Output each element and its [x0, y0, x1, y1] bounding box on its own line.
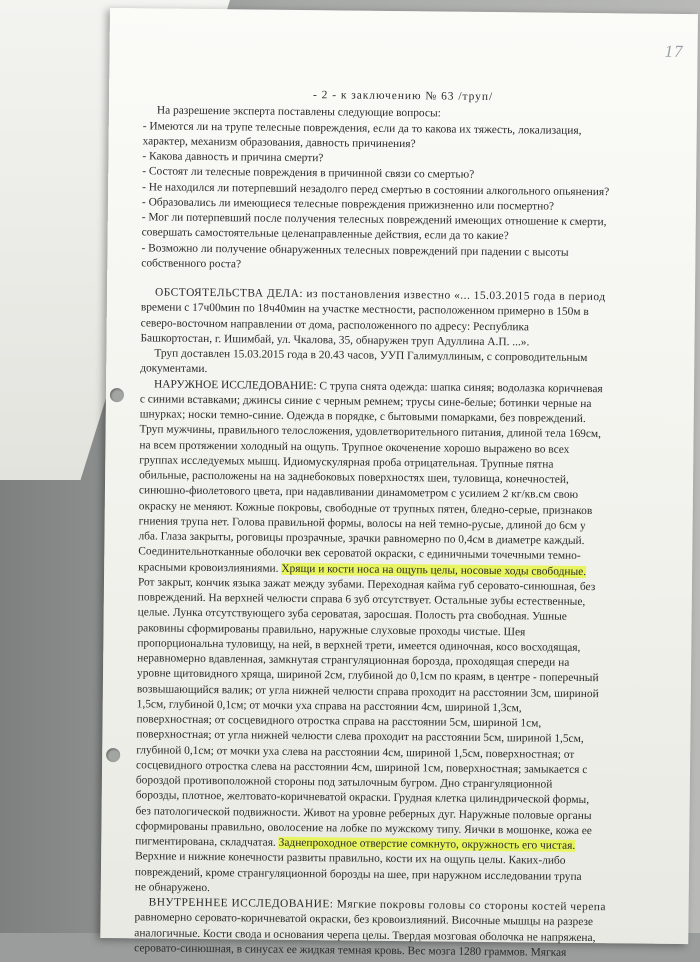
text-line: повреждений, кроме странгуляционной борозды на шее, при наружном исследовании трупа	[134, 865, 582, 883]
text-line: северо-восточном направлении от дома, расположенного по адресу: Республика	[140, 316, 530, 333]
text-line: с синими вставками; джинсы синие с черным ремнем; трусы сине-белые; ботинки черные на	[139, 393, 592, 410]
text-line: раковины сформированы правильно, наружные слуховые проходы чистые. Шея	[137, 621, 526, 638]
text-line: без патологической подвижности. Живот на уровне реберных дуг. Наружные половые органы	[135, 804, 592, 822]
text-line: гниения трупа нет. Голова правильной формы, волосы на ней темно-русые, длиной до 6см у	[138, 515, 586, 532]
text-line: возвышающийся валик; от угла нижней челюсти справа проходит на расстоянии 3см, шириной	[136, 682, 599, 700]
punch-hole-icon	[106, 748, 120, 762]
text-line: аналогичные. Кости свода и основания черепа целы. Твердая мозговая оболочка не напряжена,	[134, 926, 596, 944]
page-corner-mark: 17	[664, 41, 684, 62]
text-line: - Возможно ли получение обнаруженных телесных повреждений при падении с высоты	[141, 241, 569, 259]
text-line: лба. Глаза закрыты, роговицы прозрачные, зрачки равномерно по 0,4см в диаметре каждый.	[138, 530, 585, 547]
text-line: обильные, расположены на на заднебоковых поверхностях шеи, туловища, конечностей,	[139, 469, 569, 486]
external-exam-section	[135, 377, 620, 900]
text-line: совершать самостоятельные целенаправленные действия, если да то какие?	[141, 226, 509, 243]
document-page	[100, 8, 698, 959]
text-line: Башкортостан, г. Ишимбай, ул. Чкалова, 35, обнаружен труп Адуллина А.П. ...».	[140, 332, 530, 349]
text-line: сформированы правильно, оволосение на лобке по мужскому типу. Яички в мошонке, кожа ее	[135, 820, 592, 837]
internal-exam-section	[134, 895, 615, 961]
text-line: - Какова давность и причина смерти?	[142, 150, 324, 165]
text-line: глубиной 0,1см; от мочки уха слева на расстоянии 4см, шириной 1,5см, поверхностная; от	[136, 743, 575, 761]
text-line: целые. Лунка отсутствующего зуба сероватая, заросшая. Полость рта свободная. Ушные	[137, 606, 567, 624]
text-line: времени с 17ч00мин по 18ч40мин на участке местности, расположенном примерно в 150м в	[140, 301, 589, 319]
text-line: НАРУЖНОЕ ИССЛЕДОВАНИЕ: С трупа снята одежда: шапка синяя; водолазка коричневая	[154, 377, 603, 395]
text-line: сосцевидного отростка слева на расстоянии 4см, шириной 1см, поверхностная; замыкается с	[136, 759, 588, 776]
text-line: собственного роста?	[141, 257, 242, 271]
text-line: бороздой противоположной стороны под затылочным бугром. Дно странгуляционной	[135, 774, 553, 791]
text-line: повреждений. На верхней челюсти справа 6 зуб отсутствует. Остальные зубы естественные,	[137, 591, 586, 609]
text-line: - Не находился ли потерпевший незадолго перед смертью в состоянии алкогольного опьянения?	[142, 180, 610, 198]
text-line: Соединительнотканные оболочки век сероватой окраски, с единичными точечными темно-	[138, 545, 581, 563]
highlighted-text: Хрящи и кости носа на ощупь целы, носовые ходы свободные.	[281, 562, 587, 578]
text-line: серовато-синюшная, в синусах ее жидкая темная кровь. Вес мозга 1280 граммов. Мягкая	[134, 942, 567, 959]
text-line: поверхностная; от угла нижней челюсти слева проходит на расстоянии 5см, шириной 1,5см,	[136, 728, 584, 746]
text-line: 1,5см, глубиной 0,1см; от мочки уха справа на расстоянии 4см, шириной 1,3см,	[136, 698, 522, 715]
text-line: не обнаружено.	[134, 881, 211, 894]
text-line: шнурках; носки темно-синие. Одежда в порядке, с бытовыми помарками, без повреждений.	[139, 408, 586, 426]
text-line: ОБСТОЯТЕЛЬСТВА ДЕЛА: из постановления известно «... 15.03.2015 года в период	[154, 286, 606, 304]
text-line: - Образовались ли имеющиеся телесные повреждения прижизненно или посмертно?	[141, 196, 555, 213]
text-line: уровне щитовидного хряща, шириной 2см, глубиной до 0,1см по краям, в центре - поперечный	[136, 667, 599, 685]
text-line: борозды, плотное, желтовато-коричневатой окраски. Грудная клетка цилиндрической формы,	[135, 789, 590, 807]
text-line: пропорциональна туловищу, на ней, в верхней трети, имеется одиночная, косо восходящая,	[137, 637, 581, 654]
document-body	[134, 86, 623, 961]
text-fragment: пигментирована, складчатая.	[135, 835, 276, 849]
text-line: ВНУТРЕННЕЕ ИССЛЕДОВАНИЕ: Мягкие покровы головы со стороны костей черепа	[148, 896, 607, 914]
punch-hole-icon	[110, 388, 124, 402]
circumstances-section	[140, 285, 621, 382]
text-line: на всем протяжении холодный на ощупь. Трупное окоченение хорошо выражено во всех	[139, 438, 570, 456]
text-line: Рот закрыт, кончик языка зажат между зубами. Переходная кайма губ серовато-синюшная, без	[137, 576, 596, 593]
questions-section	[141, 104, 623, 277]
text-fragment: красными кровоизлияниями.	[138, 560, 279, 575]
text-line: характер, механизм образования, давность причинения?	[142, 135, 416, 150]
text-line: документами.	[140, 362, 208, 376]
text-line: равномерно серовато-коричневатой окраски, без кровоизлияний. Височные мышцы на разрезе	[134, 911, 594, 929]
text-line: Труп доставлен 15.03.2015 года в 20.43 часов, УУП Галимуллиным, с сопроводительным	[154, 347, 588, 365]
text-line: Верхние и нижние конечности развиты правильно, кости их на ощупь целы. Каких-либо	[135, 850, 566, 868]
text-line: На разрешение эксперта поставлены следующие вопросы:	[156, 104, 441, 120]
page-heading: - 2 - к заключению № 63 /труп/	[312, 89, 494, 104]
text-line: Труп мужчины, правильного телосложения, удовлетворительного питания, длиной тела 169см,	[139, 423, 602, 441]
text-line: группах исследуемых мышц. Идиомускулярная проба отрицательная. Трупные пятна	[139, 454, 554, 471]
text-line: - Имеются ли на трупе телесные повреждения, если да то какова их тяжесть, локализация,	[142, 119, 582, 137]
text-line: - Мог ли потерпевший после получения телесных повреждений имеющих отношение к смерти,	[141, 211, 607, 229]
highlighted-text: Заднепроходное отверстие сомкнуто, окружность его чистая.	[278, 836, 576, 852]
text-line: окраску не меняют. Кожные покровы, свободные от трупных пятен, бледно-серые, признаков	[138, 499, 593, 517]
text-line: неравномерно вдавленная, замкнутая странгуляционная борозда, проходящая спереди на	[137, 652, 570, 669]
text-line: поверхностная; от сосцевидного отростка справа на расстоянии 5см, шириной 1см,	[136, 713, 542, 730]
text-line: синюшно-фиолетового цвета, при надавливании динамометром с усилием 2 кг/кв.см свою	[138, 484, 579, 502]
text-line: - Состоят ли телесные повреждения в причинной связи со смертью?	[142, 165, 475, 182]
